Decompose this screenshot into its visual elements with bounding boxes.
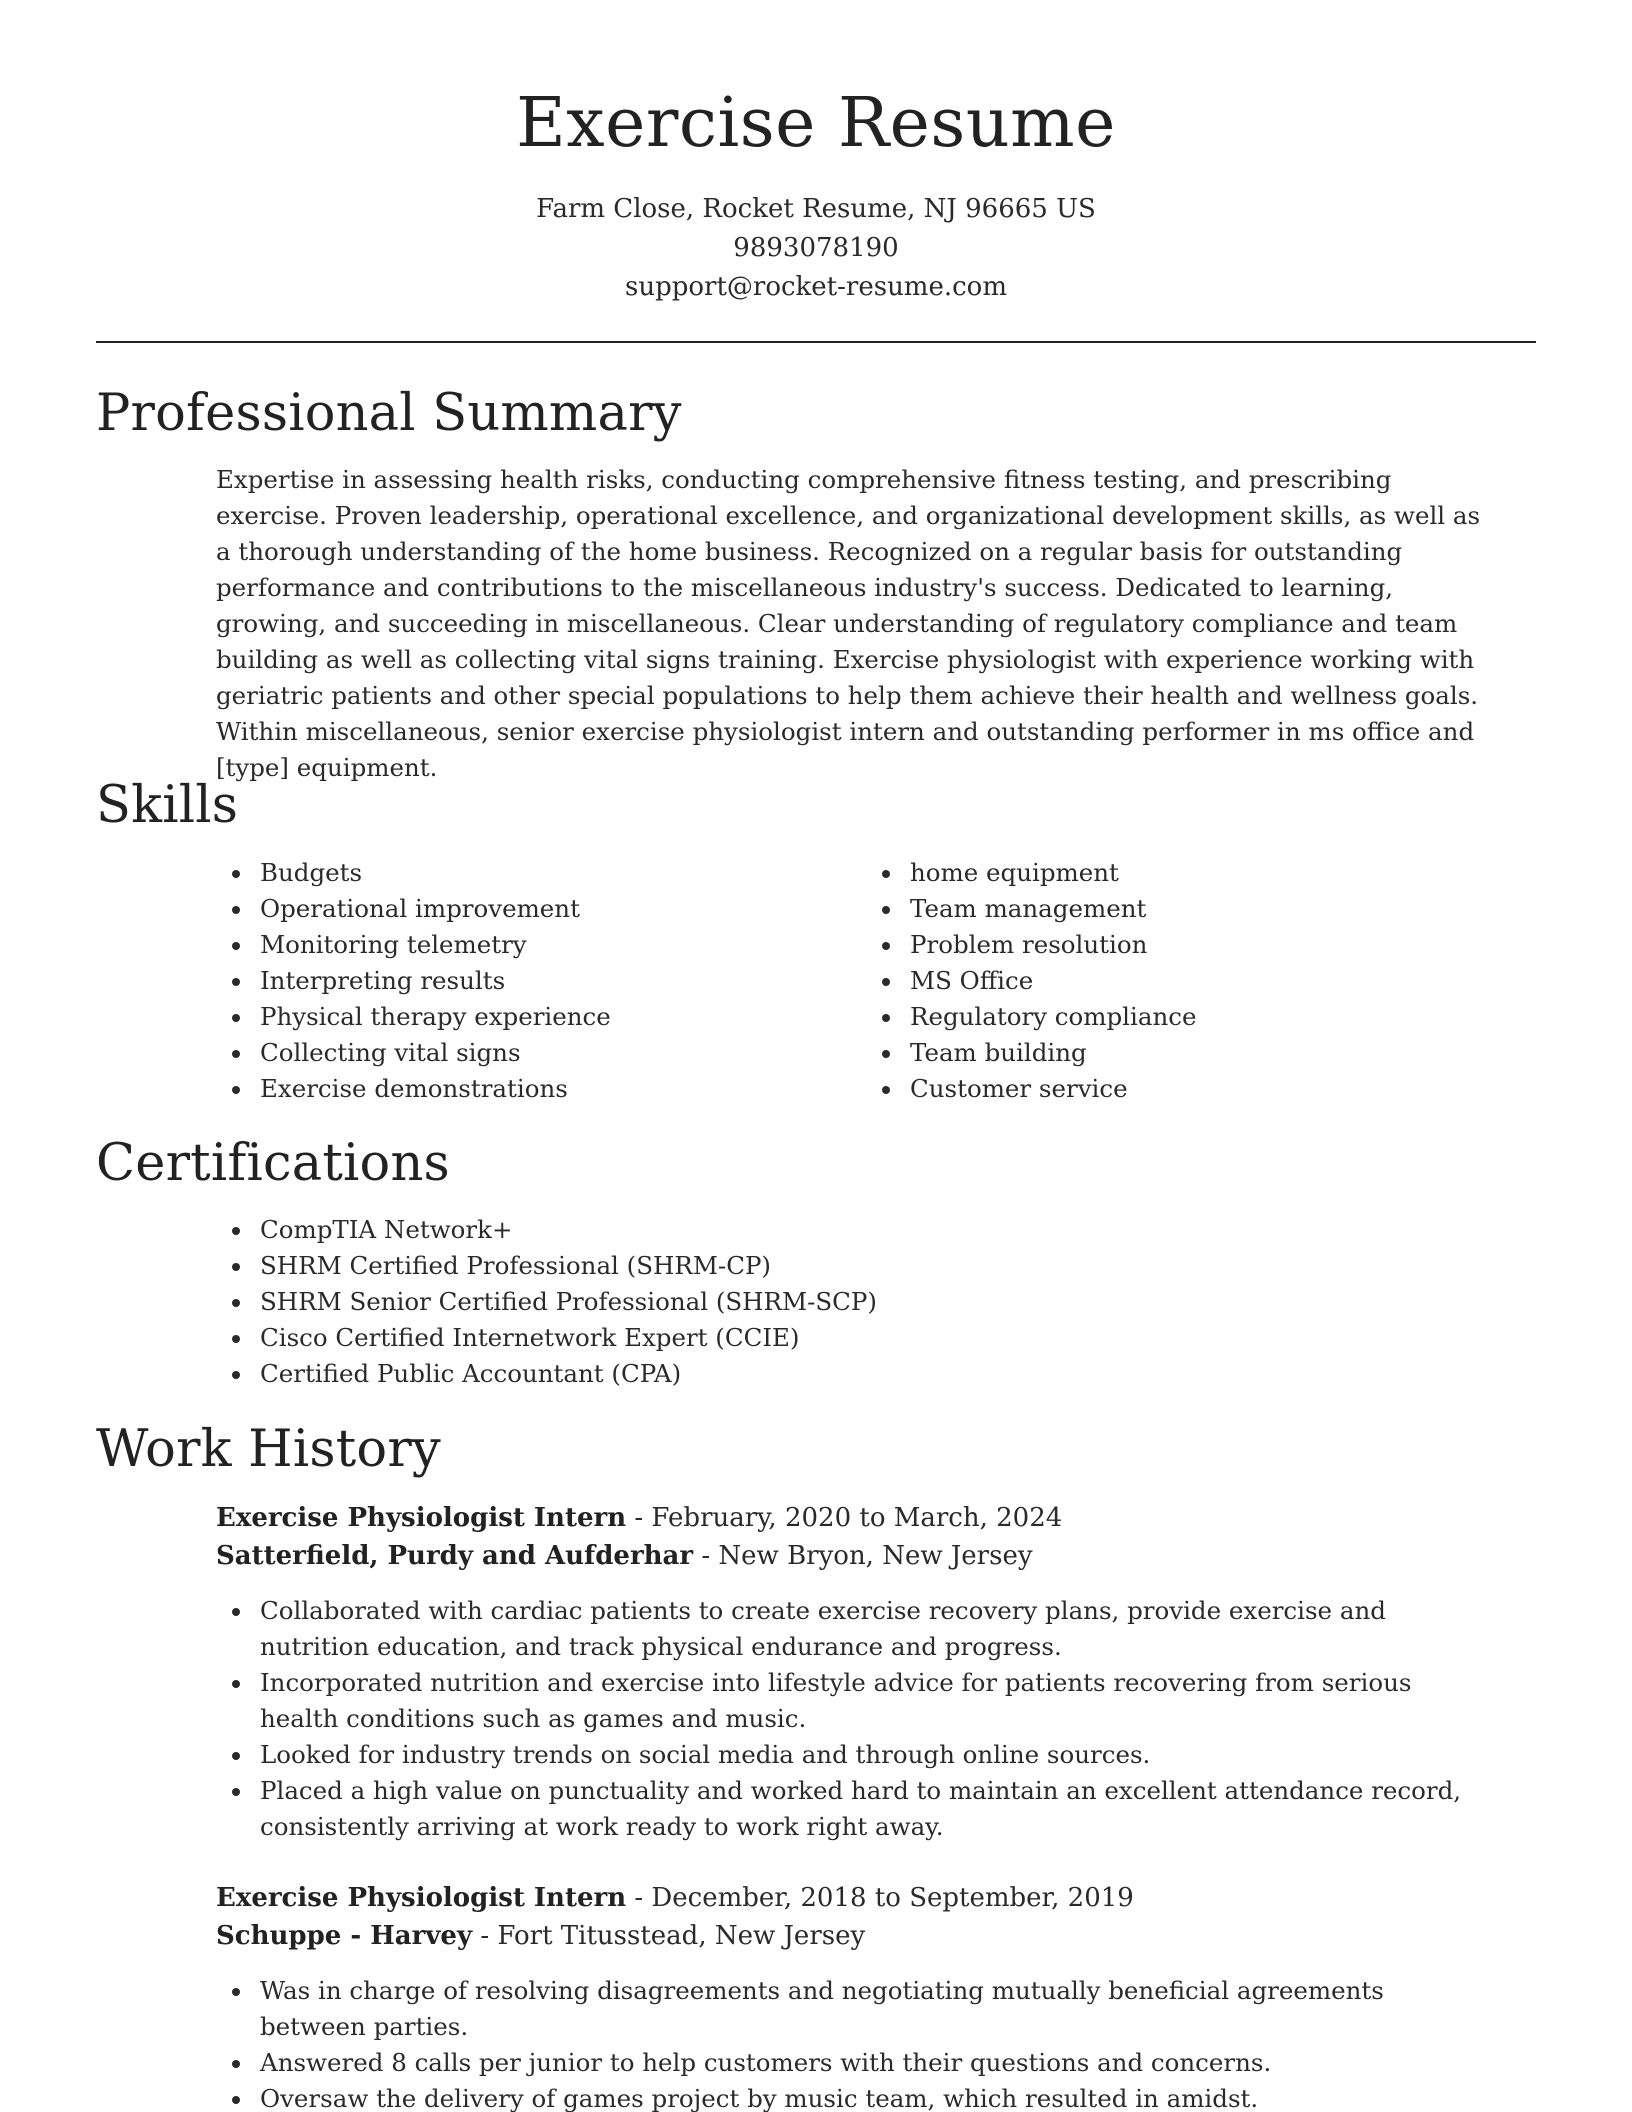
list-item: Looked for industry trends on social media and through online sources.: [216, 1737, 1486, 1773]
list-item: Placed a high value on punctuality and worked hard to maintain an excellent attendance record, consistently arriving at work ready to work right away.: [216, 1773, 1486, 1845]
list-item: Incorporated nutrition and exercise into lifestyle advice for patients recovering from serious health conditions such as games and music.: [216, 1665, 1486, 1737]
list-item: Collaborated with cardiac patients to create exercise recovery plans, provide exercise and nutrition education, and track physical endurance and progress.: [216, 1593, 1486, 1665]
certifications-list: [216, 1212, 1486, 1392]
summary-heading: Professional Summary: [96, 384, 682, 443]
list-item: Problem resolution: [866, 927, 1506, 963]
list-item: Exercise demonstrations: [216, 1071, 856, 1107]
list-item: Oversaw the delivery of games project by music team, which resulted in amidst.: [216, 2081, 1486, 2112]
skills-list-right: [866, 855, 1506, 1107]
job-company: Satterfield, Purdy and Aufderhar: [216, 1541, 694, 1571]
work-history-heading: Work History: [96, 1420, 441, 1479]
resume-name: Exercise Resume: [516, 84, 1116, 163]
list-item: Regulatory compliance: [866, 999, 1506, 1035]
job-title-line: [216, 1499, 1062, 1537]
list-item: Certified Public Accountant (CPA): [216, 1356, 1486, 1392]
skills-list-left: [216, 855, 856, 1107]
job-company-line: [216, 1537, 1033, 1575]
list-item: Customer service: [866, 1071, 1506, 1107]
contact-email: support@rocket-resume.com: [624, 272, 1007, 302]
summary-text: Expertise in assessing health risks, conducting comprehensive fitness testing, and prescribing exercise. Proven leadership, operational excellence, and organizational development skills, as well as a thorough understanding of the home business. Recognized on a regular basis for outstanding performance and contributions to the miscellaneous industry's success. Dedicated to learning, growing, and succeeding in miscellaneous. Clear understanding of regulatory compliance and team building as well as collecting vital signs training. Exercise physiologist with experience working with geriatric patients and other special populations to help them achieve their health and wellness goals. Within miscellaneous, senior exercise physiologist intern and outstanding performer in ms office and [type] equipment.: [216, 465, 1481, 782]
job-bullets: [216, 1973, 1486, 2112]
list-item: Interpreting results: [216, 963, 856, 999]
job-location: - Fort Titusstead, New Jersey: [472, 1921, 866, 1951]
job-title: Exercise Physiologist Intern: [216, 1503, 627, 1533]
list-item: Collecting vital signs: [216, 1035, 856, 1071]
list-item: MS Office: [866, 963, 1506, 999]
header-divider: [96, 341, 1536, 343]
list-item: Answered 8 calls per junior to help customers with their questions and concerns.: [216, 2045, 1486, 2081]
list-item: Physical therapy experience: [216, 999, 856, 1035]
job-location: - New Bryon, New Jersey: [693, 1541, 1033, 1571]
list-item: Operational improvement: [216, 891, 856, 927]
list-item: Team building: [866, 1035, 1506, 1071]
contact-phone: 9893078190: [733, 233, 899, 263]
job-bullets: [216, 1593, 1486, 1845]
list-item: SHRM Senior Certified Professional (SHRM-SCP): [216, 1284, 1486, 1320]
job-dates: - February, 2020 to March, 2024: [626, 1503, 1063, 1533]
list-item: CompTIA Network+: [216, 1212, 1486, 1248]
job-title-line: [216, 1879, 1134, 1917]
certifications-heading: Certifications: [96, 1134, 450, 1193]
list-item: SHRM Certified Professional (SHRM-CP): [216, 1248, 1486, 1284]
list-item: Was in charge of resolving disagreements and negotiating mutually beneficial agreements between parties.: [216, 1973, 1486, 2045]
skills-heading: Skills: [96, 776, 239, 835]
job-company: Schuppe - Harvey: [216, 1921, 473, 1951]
list-item: Team management: [866, 891, 1506, 927]
list-item: Cisco Certified Internetwork Expert (CCIE): [216, 1320, 1486, 1356]
contact-address: Farm Close, Rocket Resume, NJ 96665 US: [536, 194, 1096, 224]
list-item: Budgets: [216, 855, 856, 891]
contact-block: [0, 190, 1632, 307]
job-dates: - December, 2018 to September, 2019: [626, 1883, 1134, 1913]
list-item: home equipment: [866, 855, 1506, 891]
list-item: Monitoring telemetry: [216, 927, 856, 963]
job-title: Exercise Physiologist Intern: [216, 1883, 627, 1913]
job-company-line: [216, 1917, 865, 1955]
